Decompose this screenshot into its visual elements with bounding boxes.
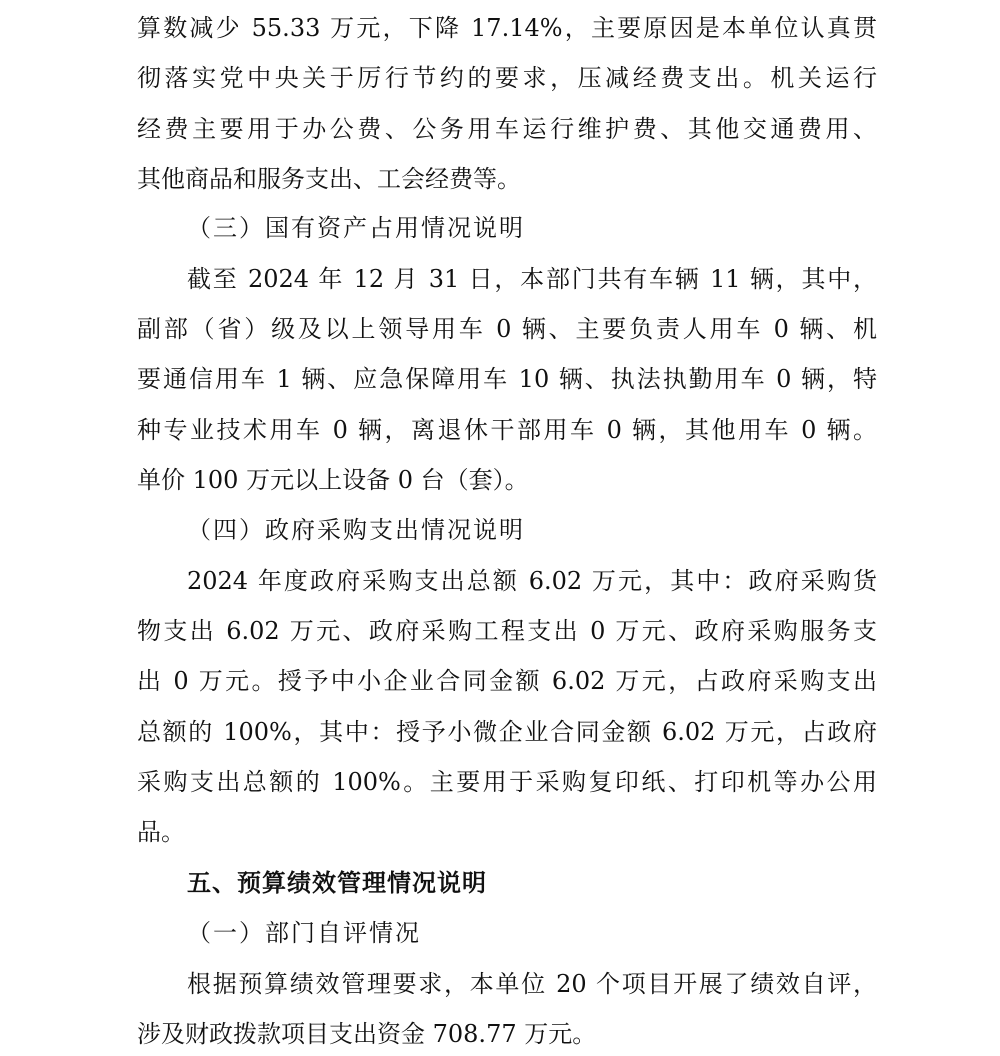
- section-title-procurement: （四）政府采购支出情况说明: [187, 516, 525, 544]
- paragraph-line: 要通信用车 1 辆、应急保障用车 10 辆、执法执勤用车 0 辆，特: [137, 365, 877, 393]
- section-title-assets: （三）国有资产占用情况说明: [187, 214, 525, 242]
- paragraph-line: 涉及财政拨款项目支出资金 708.77 万元。: [137, 1020, 597, 1048]
- paragraph-line: 出 0 万元。授予中小企业合同金额 6.02 万元，占政府采购支出: [137, 667, 877, 695]
- paragraph-line: 2024 年度政府采购支出总额 6.02 万元，其中：政府采购货: [187, 567, 877, 595]
- paragraph-line: 物支出 6.02 万元、政府采购工程支出 0 万元、政府采购服务支: [137, 617, 877, 645]
- paragraph-line: 采购支出总额的 100%。主要用于采购复印纸、打印机等办公用: [137, 768, 877, 796]
- section-subtitle-self-evaluation: （一）部门自评情况: [187, 919, 421, 947]
- paragraph-line: 彻落实党中央关于厉行节约的要求，压减经费支出。机关运行: [137, 64, 877, 92]
- section-heading-performance: 五、预算绩效管理情况说明: [187, 869, 487, 897]
- paragraph-line: 品。: [137, 818, 185, 846]
- paragraph-line: 根据预算绩效管理要求，本单位 20 个项目开展了绩效自评，: [187, 970, 877, 998]
- paragraph-line: 副部（省）级及以上领导用车 0 辆、主要负责人用车 0 辆、机: [137, 315, 877, 343]
- paragraph-line: 经费主要用于办公费、公务用车运行维护费、其他交通费用、: [137, 115, 877, 143]
- paragraph-line: 总额的 100%，其中：授予小微企业合同金额 6.02 万元，占政府: [137, 718, 877, 746]
- paragraph-line: 种专业技术用车 0 辆，离退休干部用车 0 辆，其他用车 0 辆。: [137, 416, 877, 444]
- paragraph-line: 算数减少 55.33 万元，下降 17.14%，主要原因是本单位认真贯: [137, 14, 877, 42]
- paragraph-line: 单价 100 万元以上设备 0 台（套）。: [137, 466, 529, 494]
- paragraph-line: 其他商品和服务支出、工会经费等。: [137, 165, 521, 193]
- paragraph-line: 截至 2024 年 12 月 31 日，本部门共有车辆 11 辆，其中，: [187, 265, 877, 293]
